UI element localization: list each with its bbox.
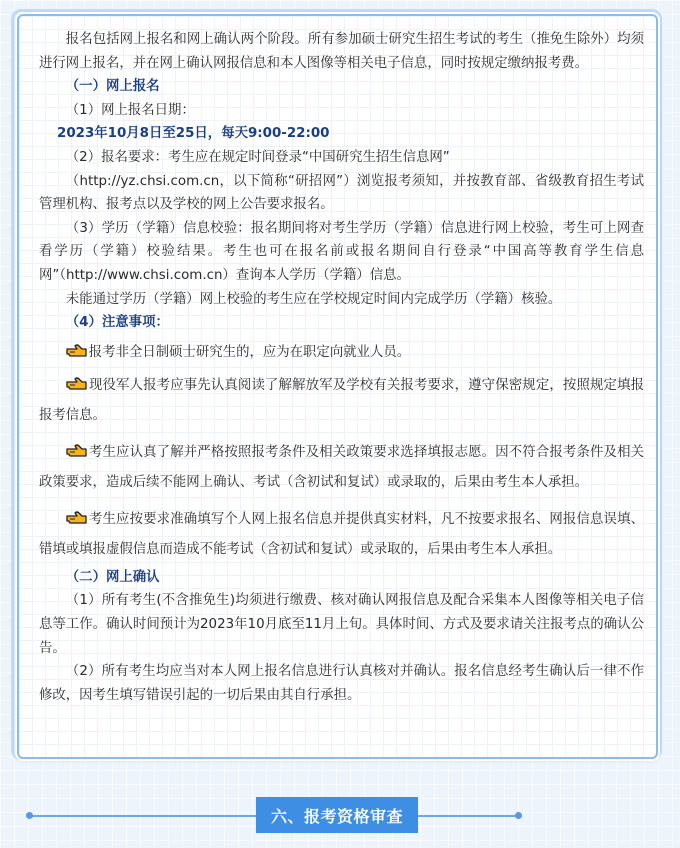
content-card [17, 14, 658, 759]
divider-right [418, 815, 518, 817]
intro-paragraph: 报名包括网上报名和网上确认两个阶段。所有参加硕士研究生招生考试的考生（推免生除外）均须进行网上报名，并在网上确认网报信息和本人图像等相关电子信息，同时按规定缴纳报考费。 [39, 32, 644, 71]
note-item [39, 438, 644, 499]
pointing-hand-icon [66, 510, 87, 525]
online-registration-heading: （一）网上报名 [65, 79, 160, 95]
verification-paragraph: （3）学历（学籍）信息校验：报名期间将对考生学历（学籍）信息进行网上校验，考生可上网查看学历（学籍）校验结果。考生也可在报名前或报名期间自行登录“中国高等教育学生信息网”（http://www.chsi.com.cn）查询本人学历（学籍）信息。 [39, 220, 644, 283]
note-item [39, 338, 644, 368]
registration-date-value: 2023年10月8日至25日，每天9:00-22:00 [57, 126, 330, 142]
verification-fail-paragraph: 未能通过学历（学籍）网上校验的考生应在学校规定时间内完成学历（学籍）核验。 [65, 291, 562, 307]
pointing-hand-icon [66, 376, 87, 391]
registration-requirement-2: （http://yz.chsi.com.cn，以下简称“研招网”）浏览报考须知，并按教育部、省级教育招生考试管理机构、报考点以及学校的网上公告要求报名。 [39, 173, 644, 213]
registration-date-label: （1）网上报名日期： [65, 102, 195, 118]
note-text: 考生应认真了解并严格按照报考条件及相关政策要求选择填报志愿。因不符合报考条件及相关政策要求，造成后续不能网上确认、考试（含初试和复试）或录取的，后果由考生本人承担。 [39, 444, 644, 491]
pointing-hand-icon [66, 443, 87, 458]
note-item [39, 505, 644, 566]
note-text: 考生应按要求准确填写个人网上报名信息并提供真实材料，凡不按要求报名、网报信息误填、错填或填报虚假信息而造成不能考试（含初试和复试）或录取的，后果由考生本人承担。 [39, 511, 644, 558]
section-title-badge: 六、报考资格审查 [256, 797, 418, 833]
notes-heading: （4）注意事项： [65, 315, 169, 331]
pointing-hand-icon [66, 343, 87, 358]
note-text: 报考非全日制硕士研究生的，应为在职定向就业人员。 [88, 344, 411, 360]
divider-left [32, 815, 258, 817]
note-text: 现役军人报考应事先认真阅读了解解放军及学校有关报考要求，遵守保密规定，按照规定填报报考信息。 [39, 377, 644, 424]
confirmation-item-2: （2）所有考生均应当对本人网上报名信息进行认真核对并确认。报名信息经考生确认后一律不作修改，因考生填写错误引起的一切后果由其自行承担。 [39, 664, 644, 703]
divider-dot-right [515, 812, 522, 819]
online-confirmation-heading: （二）网上确认 [65, 569, 160, 585]
divider-dot-left [26, 812, 33, 819]
confirmation-item-1: （1）所有考生(不含推免生)均须进行缴费、核对确认网报信息及配合采集本人图像等相关电子信息等工作。确认时间预计为2023年10月底至11月上旬。具体时间、方式及要求请关注报考点的确认公告。 [39, 593, 644, 656]
note-item [39, 371, 644, 432]
registration-requirement-1: （2）报名要求：考生应在规定时间登录“中国研究生招生信息网” [65, 149, 450, 165]
